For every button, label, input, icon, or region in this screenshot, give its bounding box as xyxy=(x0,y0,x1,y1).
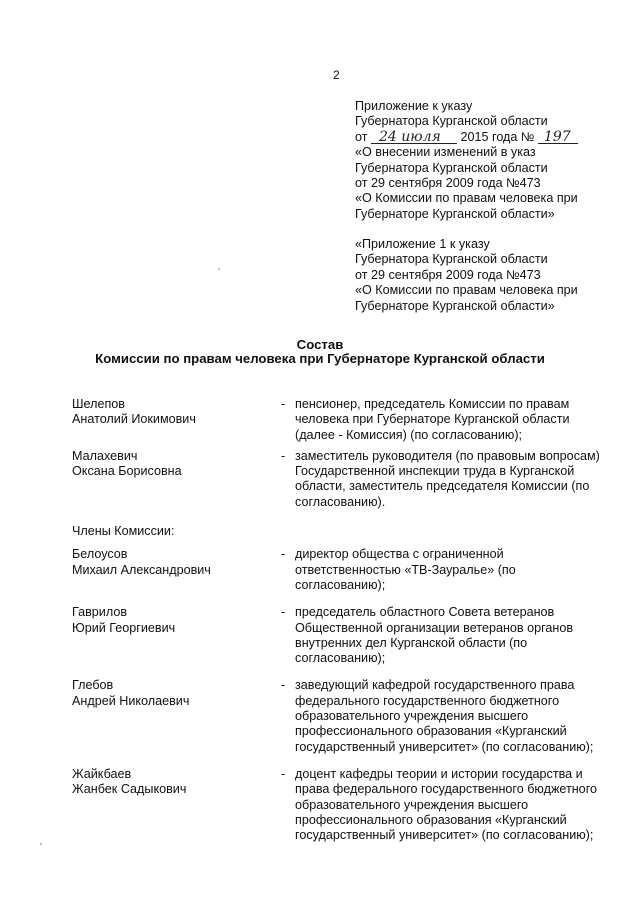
appendix2-line: Губернатора Курганской области xyxy=(355,252,548,267)
appendix-line: Губернаторе Курганской области» xyxy=(355,206,555,221)
dash-separator: - xyxy=(281,766,286,781)
person-name xyxy=(72,547,277,578)
list-item xyxy=(72,449,602,510)
person-description: директор общества с ограниченной ответственностью «ТВ-Зауралье» (по согласованию); xyxy=(295,547,516,592)
handwritten-date: 24 июля xyxy=(371,131,457,144)
person-surname: Гаврилов xyxy=(72,605,128,620)
appendix-line: «О внесении изменений в указ xyxy=(355,145,536,160)
dash-separator: - xyxy=(281,605,286,620)
appendix2-line: Губернаторе Курганской области» xyxy=(355,298,555,313)
composition-list xyxy=(72,397,602,843)
members-section-label: Члены Комиссии: xyxy=(72,524,175,539)
person-name xyxy=(72,678,277,709)
person-surname: Малахевич xyxy=(72,448,138,463)
person-surname: Жайкбаев xyxy=(72,766,132,781)
appendix2-line: от 29 сентября 2009 года №473 xyxy=(355,267,541,282)
person-description: заведующий кафедрой государственного права федерального государственного бюджетного образовательного учреждения высшего профессионального образования «Курганский государственный университет» (по согласованию); xyxy=(295,678,594,754)
handwritten-number: 197 xyxy=(538,131,578,144)
person-given-name: Андрей Николаевич xyxy=(72,693,190,708)
person-name xyxy=(72,767,277,798)
person-given-name: Юрий Георгиевич xyxy=(72,620,176,635)
list-item xyxy=(72,678,602,754)
person-name xyxy=(72,605,277,636)
person-given-name: Жанбек Садыкович xyxy=(72,782,187,797)
dash-separator: - xyxy=(281,397,286,411)
appendix-line: Губернатора Курганской области xyxy=(355,160,548,175)
appendix-line: Губернатора Курганской области xyxy=(355,114,548,129)
dash-separator: - xyxy=(281,448,286,463)
appendix-date-prefix: от xyxy=(355,129,368,144)
appendix-line: Приложение к указу xyxy=(355,99,473,113)
list-item xyxy=(72,397,602,443)
person-description: председатель областного Совета ветеранов Общественной организации ветеранов органов внутренних дел Курганской области (по согласованию); xyxy=(295,605,574,666)
list-item xyxy=(72,767,602,843)
person-surname: Глебов xyxy=(72,678,114,693)
person-description: пенсионер, председатель Комиссии по правам человека при Губернаторе Курганской области (далее - Комиссия) (по согласованию); xyxy=(295,397,570,442)
page-number: 2 xyxy=(333,68,340,82)
appendix2-line: «О Комиссии по правам человека при xyxy=(355,283,578,298)
appendix-header xyxy=(355,99,578,222)
person-name xyxy=(72,449,277,480)
scan-speck xyxy=(40,843,42,845)
person-given-name: Оксана Борисовна xyxy=(72,464,182,479)
appendix-line: «О Комиссии по правам человека при xyxy=(355,191,578,206)
person-description: доцент кафедры теории и истории государства и права федерального государственного бюджетного образовательного учреждения высшего профессионального образования «Курганский государственный университет» (по согласованию); xyxy=(295,766,598,843)
list-item xyxy=(72,605,602,666)
document-title: Состав xyxy=(296,337,344,352)
list-item xyxy=(72,547,602,593)
document-subtitle: Комиссии по правам человека при Губернаторе Курганской области xyxy=(95,351,545,366)
appendix-date-line xyxy=(355,130,578,145)
person-surname: Шелепов xyxy=(72,397,125,411)
person-description: заместитель руководителя (по правовым вопросам) Государственной инспекции труда в Курганской области, заместитель председателя Комиссии (по согласованию). xyxy=(295,448,600,509)
person-surname: Белоусов xyxy=(72,547,128,562)
person-given-name: Михаил Александрович xyxy=(72,562,211,577)
scan-speck xyxy=(218,268,220,270)
dash-separator: - xyxy=(281,547,286,562)
person-name xyxy=(72,397,277,428)
appendix2-header xyxy=(355,237,578,314)
appendix-date-mid: 2015 года № xyxy=(460,129,535,144)
dash-separator: - xyxy=(281,678,286,693)
appendix2-line: «Приложение 1 к указу xyxy=(355,237,490,251)
appendix-line: от 29 сентября 2009 года №473 xyxy=(355,176,541,191)
person-given-name: Анатолий Иокимович xyxy=(72,412,196,427)
